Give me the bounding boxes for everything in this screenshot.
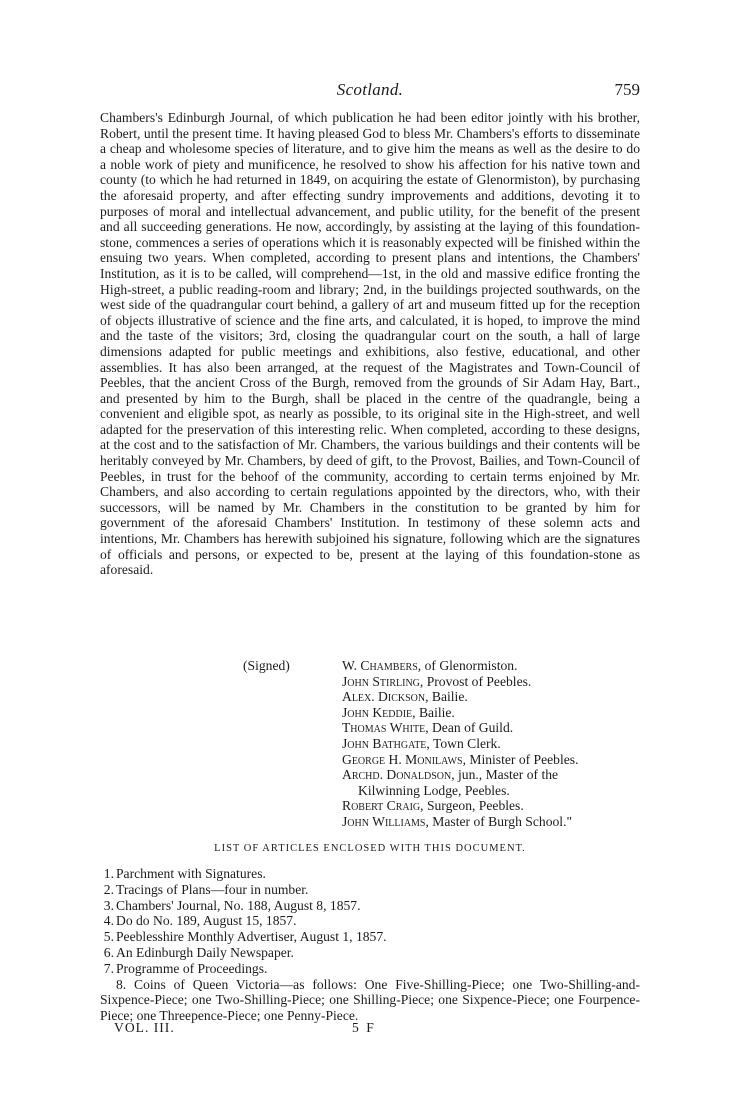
article-item	[100, 898, 640, 914]
article-number: 7.	[103, 960, 114, 976]
signatory-name: John Keddie	[342, 704, 413, 720]
signature-entry	[342, 674, 642, 690]
page-footer	[100, 1020, 640, 1038]
volume-label: VOL. III.	[114, 1020, 175, 1035]
signatory-name: Archd. Donaldson	[342, 767, 452, 783]
signatory-name: John Williams	[342, 813, 426, 829]
signature-entry	[342, 767, 642, 798]
signatory-name: George H. Monilaws	[342, 751, 463, 767]
article-number: 4.	[103, 913, 114, 929]
signature-entry	[342, 720, 642, 736]
signature-entry	[342, 689, 642, 705]
article-text: Peeblesshire Monthly Advertiser, August 1, 1857.	[116, 929, 387, 945]
article-text: Chambers' Journal, No. 188, August 8, 1857.	[116, 897, 361, 913]
article-text: Do do No. 189, August 15, 1857.	[116, 913, 297, 929]
signatory-name: John Bathgate	[342, 735, 427, 751]
signatory-role: , of Glenormiston.	[417, 658, 518, 673]
article-text: Parchment with Signatures.	[116, 866, 266, 881]
article-item	[100, 882, 640, 898]
body-text	[100, 110, 640, 578]
signatory-name: John Stirling	[342, 673, 420, 689]
article-text: Tracings of Plans—four in number.	[116, 881, 309, 897]
article-item	[100, 961, 640, 977]
signature-entry	[342, 736, 642, 752]
article-item	[100, 913, 640, 929]
signatory-role: , Master of Burgh School."	[425, 813, 573, 829]
signature-entry	[342, 705, 642, 721]
article-item	[100, 977, 640, 1024]
running-head	[100, 80, 640, 102]
article-text: An Edinburgh Daily Newspaper.	[116, 944, 294, 960]
signature-mark: 5 F	[352, 1020, 376, 1035]
page-number: 759	[614, 80, 640, 99]
articles-list	[100, 866, 640, 1024]
signatory-role: , Bailie.	[425, 689, 468, 705]
article-number: 3.	[103, 897, 114, 913]
signature-entry	[342, 752, 642, 768]
article-number: 8.	[116, 976, 127, 992]
article-item	[100, 866, 640, 882]
signature-list	[342, 658, 642, 830]
article-number: 5.	[103, 929, 114, 945]
article-text: Programme of Proceedings.	[116, 960, 268, 976]
article-text: Coins of Queen Victoria—as follows: One Five-Shilling-Piece; one Two-Shilling-and-Sixpence-Piece; one Two-Shilling-Piece; one Shilling-Piece; one Sixpence-Piece; one Fourpence-Piece; one Threepence-Piece; one Penny-Piece.	[100, 976, 640, 1024]
signature-entry	[342, 814, 642, 830]
signatory-name: Robert Craig	[342, 798, 421, 814]
article-number: 2.	[103, 881, 114, 897]
signatory-role: , Provost of Peebles.	[419, 673, 532, 689]
signatory-role: , Town Clerk.	[426, 735, 501, 751]
signatory-role: , Dean of Guild.	[425, 720, 514, 736]
body-paragraph: Chambers's Edinburgh Journal, of which publication he had been editor jointly with his brother, Robert, until the present time. It having pleased God to bless Mr. Chambers's efforts to disseminate a cheap and wholesome species of literature, and to give him the means as well as the desire to do a noble work of piety and munificence, he resolved to show his affection for his native town and county (to which he had returned in 1849, on acquiring the estate of Glenormiston), by purchasing the aforesaid property, and after effecting sundry improvements and additions, devoting it to purposes of moral and intellectual advancement, and public utility, for the benefit of the present and all succeeding generations. He now, accordingly, by assisting at the laying of this foundation-stone, commences a series of operations which it is reasonably expected will be finished within the ensuing two years. When completed, according to present plans and intentions, the Chambers' Institution, as it is to be called, will comprehend—1st, in the old and massive edifice fronting the High-street, a public reading-room and library; 2nd, in the buildings projected southwards, on the west side of the quadrangular court behind, a gallery of art and museum fitted up for the reception of objects illustrative of science and the fine arts, and calculated, it is hoped, to improve the mind and the taste of the visitors; 3rd, closing the quadrangular court on the south, a hall of large dimensions adapted for public meetings and exhibitions, also festive, educational, and other assemblies. It has also been arranged, at the request of the Magistrates and Town-Council of Peebles, that the ancient Cross of the Burgh, removed from the grounds of Sir Adam Hay, Bart., and presented by him to the Burgh, shall be placed in the centre of the quadrangle, being a convenient and eligible spot, as nearly as possible, to its original site in the High-street, and well adapted for the preservation of this interesting relic. When completed, according to these designs, at the cost and to the satisfaction of Mr. Chambers, the various buildings and their contents will be heritably conveyed by Mr. Chambers, by deed of gift, to the Provost, Bailies, and Town-Council of Peebles, in trust for the behoof of the community, according to certain terms enjoined by Mr. Chambers, and also according to certain regulations appointed by the directors, who, with their successors, will be named by Mr. Chambers in the constitution to be granted by him for government of the aforesaid Chambers' Institution. In testimony of these solemn acts and intentions, Mr. Chambers has herewith subjoined his signature, following which are the signatures of officials and persons, or expected to be, present at the laying of this foundation-stone as aforesaid.	[100, 110, 640, 578]
signatory-role: , jun., Master of the	[451, 767, 559, 783]
articles-list-heading: LIST OF ARTICLES ENCLOSED WITH THIS DOCUMENT.	[214, 843, 526, 854]
running-title: Scotland.	[336, 80, 404, 99]
signatory-name: W. Chambers	[342, 658, 418, 673]
signatory-role-continuation: Kilwinning Lodge, Peebles.	[358, 782, 510, 798]
signatory-role: , Surgeon, Peebles.	[420, 798, 524, 814]
signatory-name: Thomas White	[342, 720, 426, 736]
article-number: 6.	[103, 944, 114, 960]
article-item	[100, 945, 640, 961]
article-number: 1.	[103, 866, 114, 881]
article-item	[100, 929, 640, 945]
signature-entry	[342, 798, 642, 814]
signatory-name: Alex. Dickson	[342, 689, 426, 705]
signed-label: (Signed)	[243, 658, 290, 673]
signatory-role: , Minister of Peebles.	[462, 751, 579, 767]
signature-entry	[342, 658, 642, 674]
signatory-role: , Bailie.	[412, 704, 455, 720]
